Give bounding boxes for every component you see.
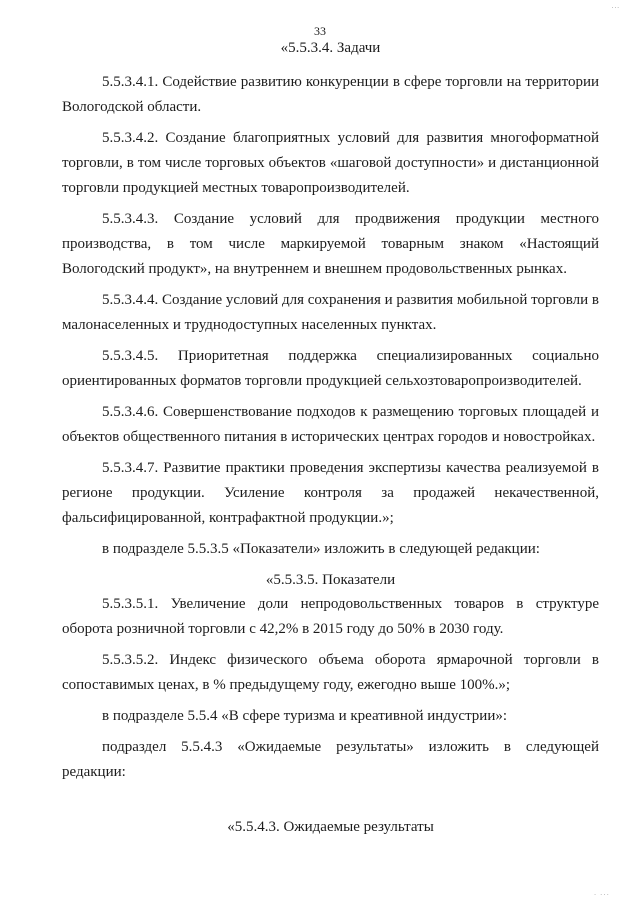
instruction-results: подраздел 5.5.4.3 «Ожидаемые результаты» изложить в следующей редакции: <box>62 739 599 780</box>
corner-mark-bottom: · ··· <box>593 891 610 899</box>
section-heading-indicators: «5.5.3.5. Показатели <box>265 572 396 588</box>
instruction-tourism: в подразделе 5.5.4 «В сфере туризма и креативной индустрии»: <box>102 708 508 724</box>
document-body <box>62 36 599 839</box>
task-paragraph: 5.5.3.4.1. Содействие развитию конкуренции в сфере торговли на территории Вологодской области. <box>62 74 599 115</box>
task-paragraph: 5.5.3.4.2. Создание благоприятных условий для развития многоформатной торговли, в том числе торговых объектов «шаговой доступности» и дистанционной торговли продукцией местных товаропроизводителей. <box>62 130 599 196</box>
instruction-indicators: в подразделе 5.5.3.5 «Показатели» изложить в следующей редакции: <box>102 541 540 557</box>
indicator-paragraph: 5.5.3.5.1. Увеличение доли непродовольственных товаров в структуре оборота розничной торговли с 42,2% в 2015 году до 50% в 2030 году. <box>62 596 599 637</box>
task-paragraph: 5.5.3.4.5. Приоритетная поддержка специализированных социально ориентированных форматов торговли продукцией сельхозтоваропроизводителей. <box>62 348 599 389</box>
corner-mark-top: ... <box>611 2 620 10</box>
section-heading-results: «5.5.4.3. Ожидаемые результаты <box>227 819 434 835</box>
task-paragraph: 5.5.3.4.7. Развитие практики проведения экспертизы качества реализуемой в регионе продукции. Усиление контроля за продажей некачественной, фальсифицированной, контрафактной продукции.»; <box>62 460 599 526</box>
section-heading-tasks: «5.5.3.4. Задачи <box>280 40 381 56</box>
page-number: 33 <box>314 24 326 38</box>
task-paragraph: 5.5.3.4.4. Создание условий для сохранения и развития мобильной торговли в малонаселенных и труднодоступных населенных пунктах. <box>62 292 599 333</box>
indicator-paragraph: 5.5.3.5.2. Индекс физического объема оборота ярмарочной торговли в сопоставимых ценах, в % предыдущему году, ежегодно выше 100%.»; <box>62 652 599 693</box>
task-paragraph: 5.5.3.4.3. Создание условий для продвижения продукции местного производства, в том числе маркируемой товарным знаком «Настоящий Вологодский продукт», на внутреннем и внешнем продовольственных рынках. <box>62 211 599 277</box>
task-paragraph: 5.5.3.4.6. Совершенствование подходов к размещению торговых площадей и объектов общественного питания в исторических центрах городов и новостройках. <box>62 404 599 445</box>
